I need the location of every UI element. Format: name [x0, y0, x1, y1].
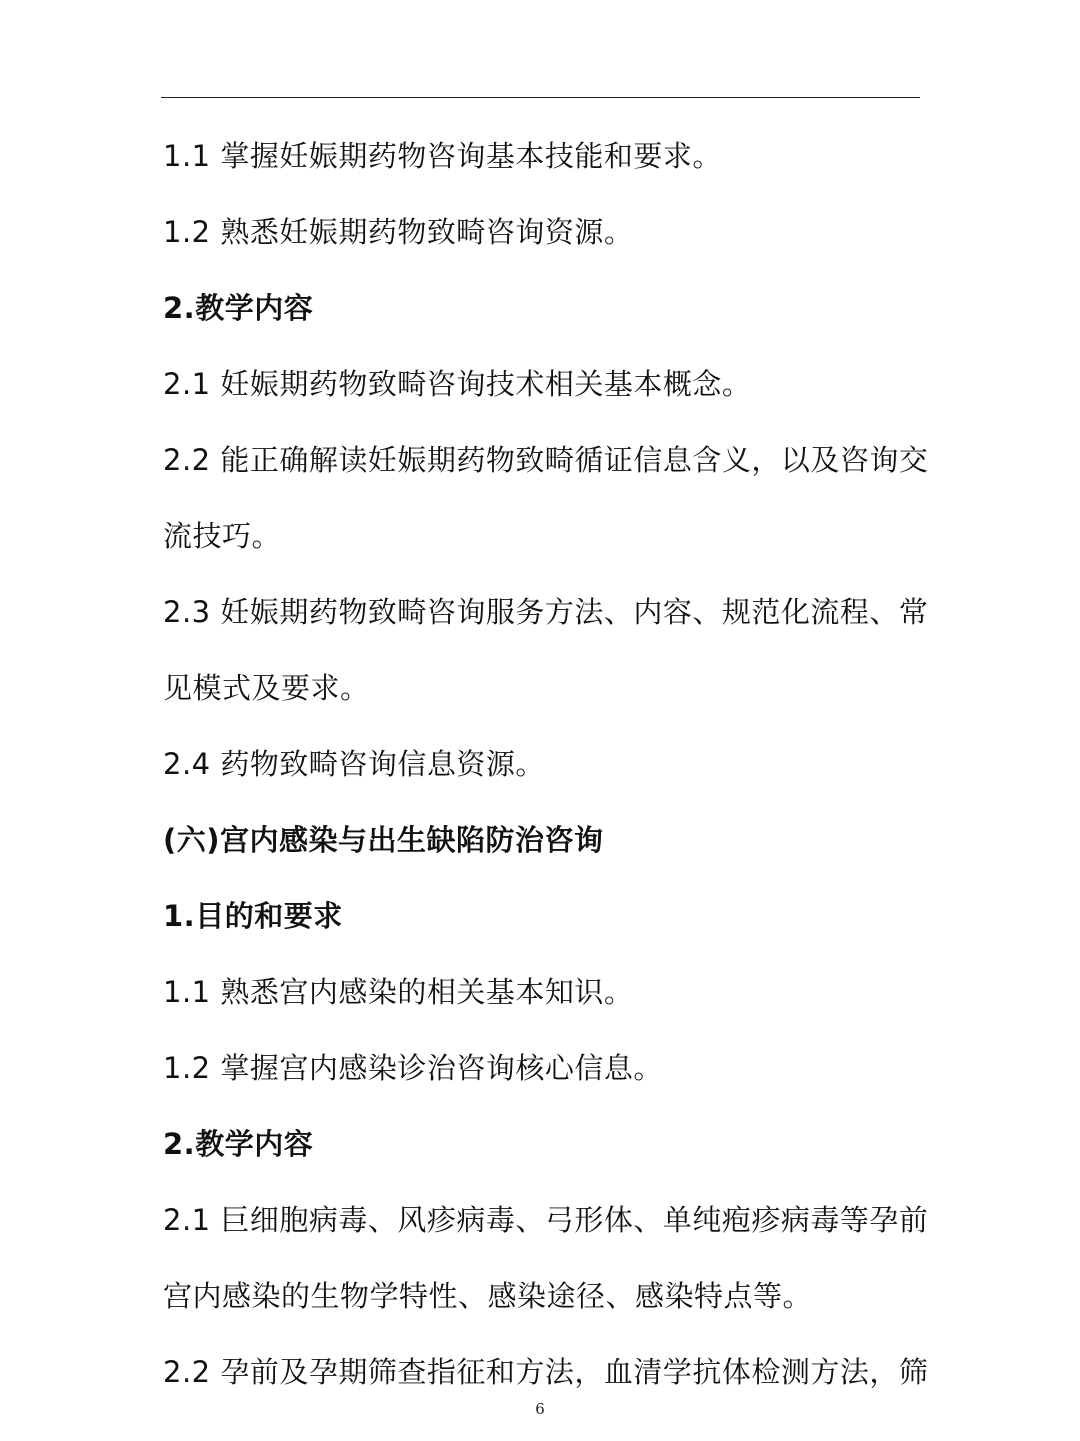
section-heading: 1.目的和要求: [163, 899, 343, 933]
text-line: 2.1 巨细胞病毒、风疹病毒、弓形体、单纯疱疹病毒等孕前: [163, 1203, 929, 1237]
text-line: 2.3 妊娠期药物致畸咨询服务方法、内容、规范化流程、常: [163, 595, 929, 629]
section-heading: (六)宫内感染与出生缺陷防治咨询: [163, 823, 604, 857]
section-heading: 2.教学内容: [163, 1127, 314, 1161]
text-line: 宫内感染的生物学特性、感染途径、感染特点等。: [163, 1279, 813, 1313]
text-line: 流技巧。: [163, 519, 282, 553]
text-line: 1.2 掌握宫内感染诊治咨询核心信息。: [163, 1051, 663, 1085]
section-heading: 2.教学内容: [163, 291, 314, 325]
text-line: 2.2 能正确解读妊娠期药物致畸循证信息含义，以及咨询交: [163, 443, 929, 477]
page-number: 6: [535, 1400, 545, 1418]
text-line: 1.1 掌握妊娠期药物咨询基本技能和要求。: [163, 139, 722, 173]
text-line: 2.2 孕前及孕期筛查指征和方法，血清学抗体检测方法，筛: [163, 1355, 929, 1389]
text-line: 1.2 熟悉妊娠期药物致畸咨询资源。: [163, 215, 634, 249]
text-line: 1.1 熟悉宫内感染的相关基本知识。: [163, 975, 634, 1009]
text-line: 见模式及要求。: [163, 671, 370, 705]
text-line: 2.1 妊娠期药物致畸咨询技术相关基本概念。: [163, 367, 752, 401]
text-line: 2.4 药物致畸咨询信息资源。: [163, 747, 545, 781]
header-rule: [161, 97, 920, 98]
